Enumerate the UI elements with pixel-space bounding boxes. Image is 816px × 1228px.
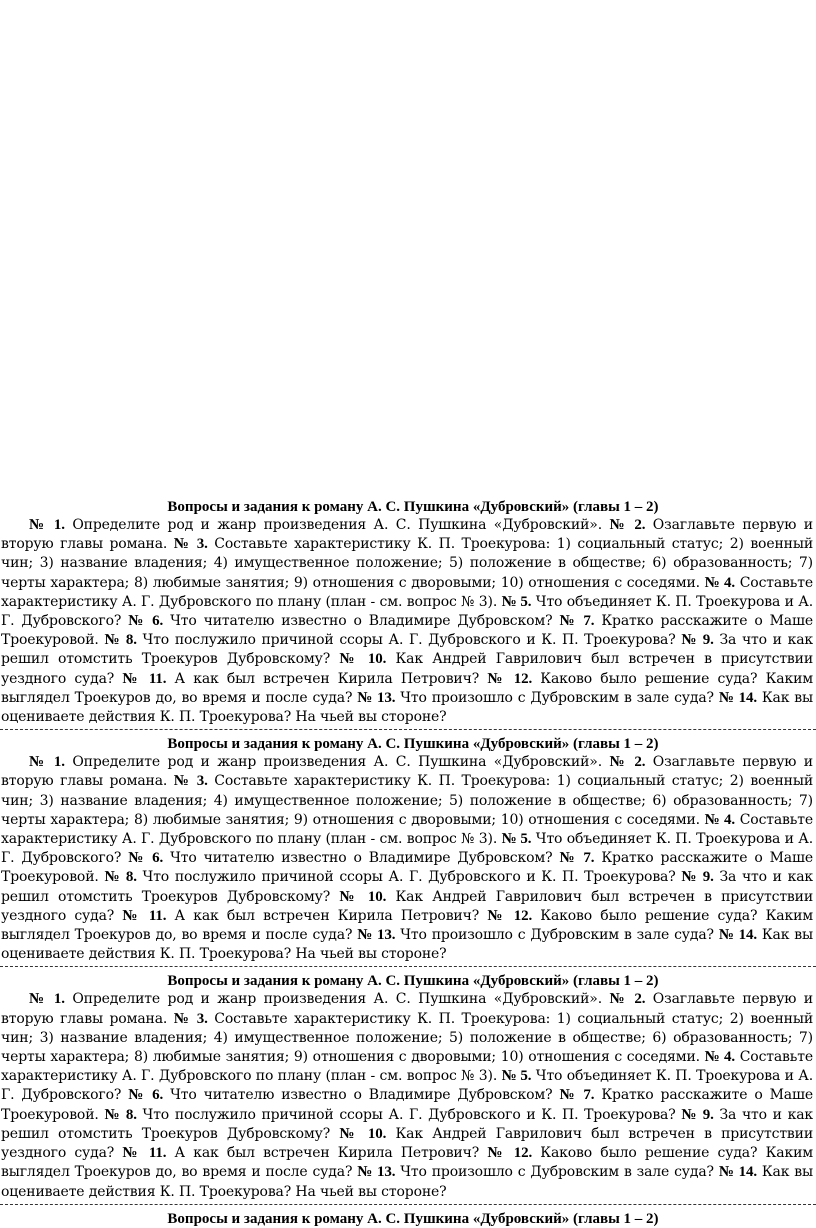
question-text: Как вы оцениваете действия К. П. Троекурова? На чьей вы стороне? — [1, 689, 814, 726]
question-number: № 2. — [609, 517, 646, 533]
question-number: № 5. — [501, 831, 532, 848]
question-number: № 14. — [718, 927, 757, 944]
question-text: Что произошло с Дубровским в зале суда? — [395, 1164, 719, 1181]
question-number: № 4. — [704, 574, 735, 591]
question-block — [0, 972, 816, 1204]
question-number: № 5. — [501, 1068, 532, 1085]
block-title: Вопросы и задания к роману А. С. Пушкина «Дубровский» (главы 1 – 2) — [167, 499, 659, 515]
question-number: № 5. — [501, 593, 532, 610]
question-text: Каково было решение суда? Каким выглядел Троекуров до, во время и после суда? — [1, 1145, 813, 1181]
question-text: Каково было решение суда? Каким выглядел Троекуров до, во время и после суда? — [1, 907, 813, 944]
question-text: Составьте характеристику А. Г. Дубровского по плану (план - см. вопрос № 3). — [1, 574, 813, 610]
question-text: Что послужило причиной ссоры А. Г. Дубровского и К. П. Троекурова? — [136, 632, 682, 649]
cut-line — [0, 729, 816, 730]
question-number: № 13. — [357, 927, 396, 944]
question-text: Кратко расскажите о Маше Троекуровой. — [1, 1087, 813, 1123]
question-block — [0, 735, 816, 967]
question-text: А как был встречен Кирила Петрович? — [166, 670, 488, 687]
question-text: Составьте характеристику К. П. Троекурова: 1) социальный статус; 2) военный чин; 3) название владения; 4) имущественное положение; 5) положение в обществе; 6) образованность; 7) черты характера; 8) любимые занятия; 9) отношения с дворовыми; 10) отношения с соседями. — [1, 1010, 814, 1066]
question-text: Определите род и жанр произведения А. С. Пушкина «Дубровский». — [64, 754, 610, 771]
question-text: Как Андрей Гаврилович был встречен в присутствии уездного суда? — [1, 651, 814, 687]
question-number: № 4. — [704, 811, 735, 828]
question-number: № 12. — [487, 907, 533, 924]
question-text: Что произошло с Дубровским в зале суда? — [395, 689, 719, 706]
question-text: Определите род и жанр произведения А. С. Пушкина «Дубровский». — [64, 517, 610, 533]
question-text: Как Андрей Гаврилович был встречен в присутствии уездного суда? — [1, 1125, 814, 1162]
question-number: № 3. — [173, 773, 208, 790]
question-block-partial — [0, 1210, 816, 1228]
question-text: Кратко расскажите о Маше Троекуровой. — [1, 850, 813, 886]
question-number: № 10. — [339, 1125, 387, 1142]
question-number: № 11. — [122, 1145, 167, 1162]
question-number: № 10. — [339, 888, 387, 905]
question-text: За что и как решил отомстить Троекуров Дубровскому? — [1, 632, 813, 668]
question-number: № 11. — [122, 907, 167, 924]
question-text: Озаглавьте первую и вторую главы романа. — [1, 754, 813, 790]
question-text: Что объединяет К. П. Троекурова и А. Г. Дубровского? — [1, 593, 814, 630]
question-text: Что читателю известно о Владимире Дубровском? — [163, 850, 560, 867]
question-number: № 12. — [487, 670, 533, 687]
block-title: Вопросы и задания к роману А. С. Пушкина «Дубровский» (главы 1 – 2) — [167, 736, 659, 753]
question-number: № 13. — [357, 689, 396, 706]
question-text: Что произошло с Дубровским в зале суда? — [395, 927, 719, 944]
question-text: Составьте характеристику К. П. Троекурова: 1) социальный статус; 2) военный чин; 3) название владения; 4) имущественное положение; 5) положение в обществе; 6) образованность; 7) черты характера; 8) любимые занятия; 9) отношения с дворовыми; 10) отношения с соседями. — [1, 536, 814, 591]
question-number: № 1. — [29, 517, 65, 533]
question-number: № 3. — [173, 1010, 208, 1027]
question-text: За что и как решил отомстить Троекуров Дубровскому? — [1, 869, 813, 905]
question-number: № 14. — [718, 689, 757, 706]
question-text: Определите род и жанр произведения А. С. Пушкина «Дубровский». — [64, 991, 610, 1008]
question-text: Кратко расскажите о Маше Троекуровой. — [1, 613, 813, 649]
question-block — [0, 498, 816, 730]
question-text: Озаглавьте первую и вторую главы романа. — [1, 517, 813, 553]
question-number: № 8. — [104, 632, 137, 649]
question-number: № 7. — [559, 1087, 595, 1104]
question-text: Что читателю известно о Владимире Дубровском? — [163, 613, 560, 630]
cut-line — [0, 1204, 816, 1205]
question-number: № 12. — [487, 1145, 533, 1162]
block-title: Вопросы и задания к роману А. С. Пушкина «Дубровский» (главы 1 – 2) — [167, 973, 659, 990]
question-number: № 1. — [29, 991, 65, 1008]
question-text: Составьте характеристику А. Г. Дубровского по плану (план - см. вопрос № 3). — [1, 811, 813, 848]
cut-line — [0, 966, 816, 967]
question-text: Как вы оцениваете действия К. П. Троекурова? На чьей вы стороне? — [1, 927, 814, 963]
question-number: № 8. — [104, 1106, 137, 1123]
question-number: № 9. — [681, 869, 714, 886]
question-number: № 6. — [128, 850, 164, 867]
block-title: Вопросы и задания к роману А. С. Пушкина «Дубровский» (главы 1 – 2) — [167, 1210, 659, 1227]
question-text: За что и как решил отомстить Троекуров Дубровскому? — [1, 1106, 813, 1142]
question-text: Озаглавьте первую и вторую главы романа. — [1, 991, 813, 1027]
question-number: № 4. — [704, 1049, 735, 1066]
worksheet-sheet — [0, 498, 816, 1228]
question-number: № 6. — [128, 1087, 164, 1104]
question-number: № 2. — [609, 991, 646, 1008]
question-list — [0, 516, 816, 727]
question-number: № 6. — [128, 613, 164, 630]
question-number: № 7. — [559, 613, 595, 630]
question-text: Что читателю известно о Владимире Дубровском? — [163, 1087, 560, 1104]
question-text: Как Андрей Гаврилович был встречен в присутствии уездного суда? — [1, 888, 814, 924]
question-text: А как был встречен Кирила Петрович? — [166, 907, 488, 924]
question-number: № 14. — [718, 1164, 757, 1181]
question-text: Как вы оцениваете действия К. П. Троекурова? На чьей вы стороне? — [1, 1164, 814, 1200]
question-text: Что послужило причиной ссоры А. Г. Дубровского и К. П. Троекурова? — [136, 1106, 682, 1123]
question-number: № 1. — [29, 754, 65, 771]
question-text: Что объединяет К. П. Троекурова и А. Г. Дубровского? — [1, 1068, 814, 1104]
question-number: № 11. — [122, 670, 167, 687]
question-text: Каково было решение суда? Каким выглядел Троекуров до, во время и после суда? — [1, 670, 813, 706]
question-number: № 7. — [559, 850, 595, 867]
question-text: Что послужило причиной ссоры А. Г. Дубровского и К. П. Троекурова? — [136, 869, 682, 886]
question-number: № 2. — [609, 754, 646, 771]
question-text: Что объединяет К. П. Троекурова и А. Г. Дубровского? — [1, 831, 814, 867]
question-number: № 13. — [357, 1164, 396, 1181]
question-number: № 8. — [104, 869, 137, 886]
question-text: А как был встречен Кирила Петрович? — [166, 1145, 488, 1162]
question-text: Составьте характеристику А. Г. Дубровского по плану (план - см. вопрос № 3). — [1, 1049, 813, 1085]
question-text: Составьте характеристику К. П. Троекурова: 1) социальный статус; 2) военный чин; 3) название владения; 4) имущественное положение; 5) положение в обществе; 6) образованность; 7) черты характера; 8) любимые занятия; 9) отношения с дворовыми; 10) отношения с соседями. — [1, 773, 814, 828]
question-number: № 10. — [339, 651, 387, 668]
question-list — [0, 990, 816, 1201]
question-number: № 9. — [681, 632, 714, 649]
question-list — [0, 753, 816, 964]
question-number: № 9. — [681, 1106, 714, 1123]
question-number: № 3. — [173, 536, 208, 553]
